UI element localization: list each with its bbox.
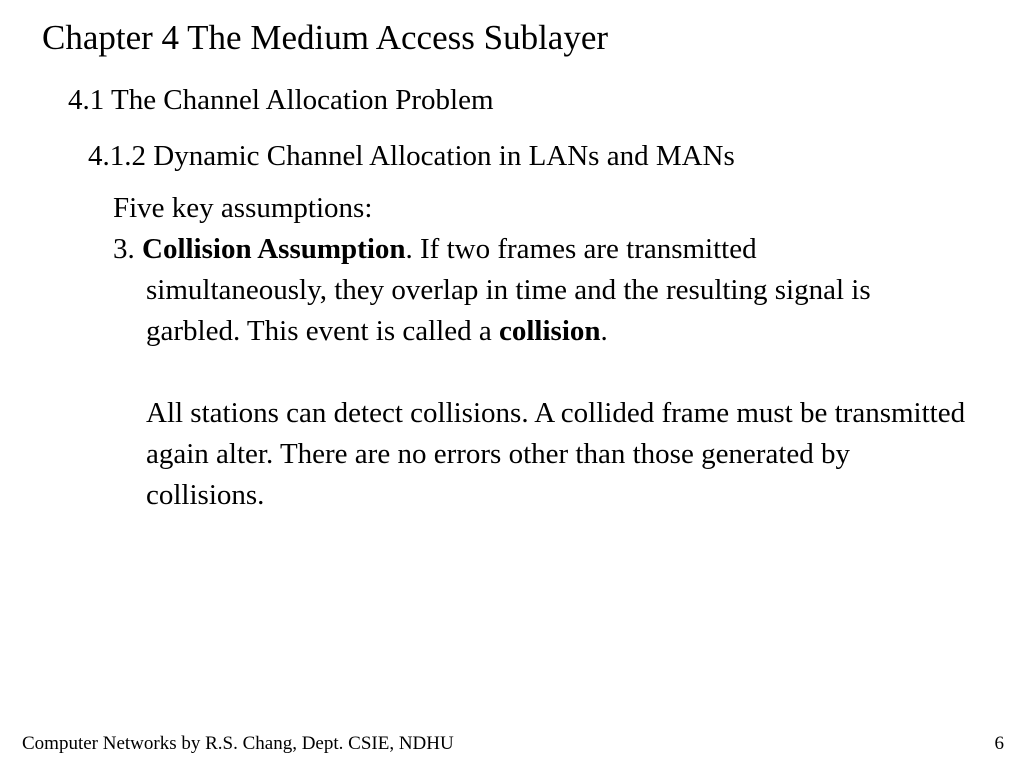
- slide-title: Chapter 4 The Medium Access Sublayer: [42, 18, 609, 57]
- section-heading: 4.1 The Channel Allocation Problem: [68, 84, 494, 116]
- footer-credit: Computer Networks by R.S. Chang, Dept. CSIE, NDHU: [22, 733, 454, 754]
- item-term-collision: collision: [498, 315, 601, 347]
- page-number: 6: [994, 733, 1004, 754]
- slide-body: [113, 188, 993, 516]
- item-text-a: . If two frames are transmitted simultaneously, they overlap in time and the resulting signal is garbled. This event is called a: [146, 233, 871, 347]
- item-number: 3.: [113, 233, 142, 265]
- item-text-b: .: [600, 315, 608, 347]
- assumption-item: [113, 229, 886, 352]
- item-term: Collision Assumption: [142, 233, 406, 265]
- subsection-heading: 4.1.2 Dynamic Channel Allocation in LANs and MANs: [88, 140, 735, 172]
- intro-text: Five key assumptions:: [113, 192, 373, 224]
- explanation-paragraph: All stations can detect collisions. A collided frame must be transmitted again alter. There are no errors other than those generated by collisions.: [146, 397, 966, 511]
